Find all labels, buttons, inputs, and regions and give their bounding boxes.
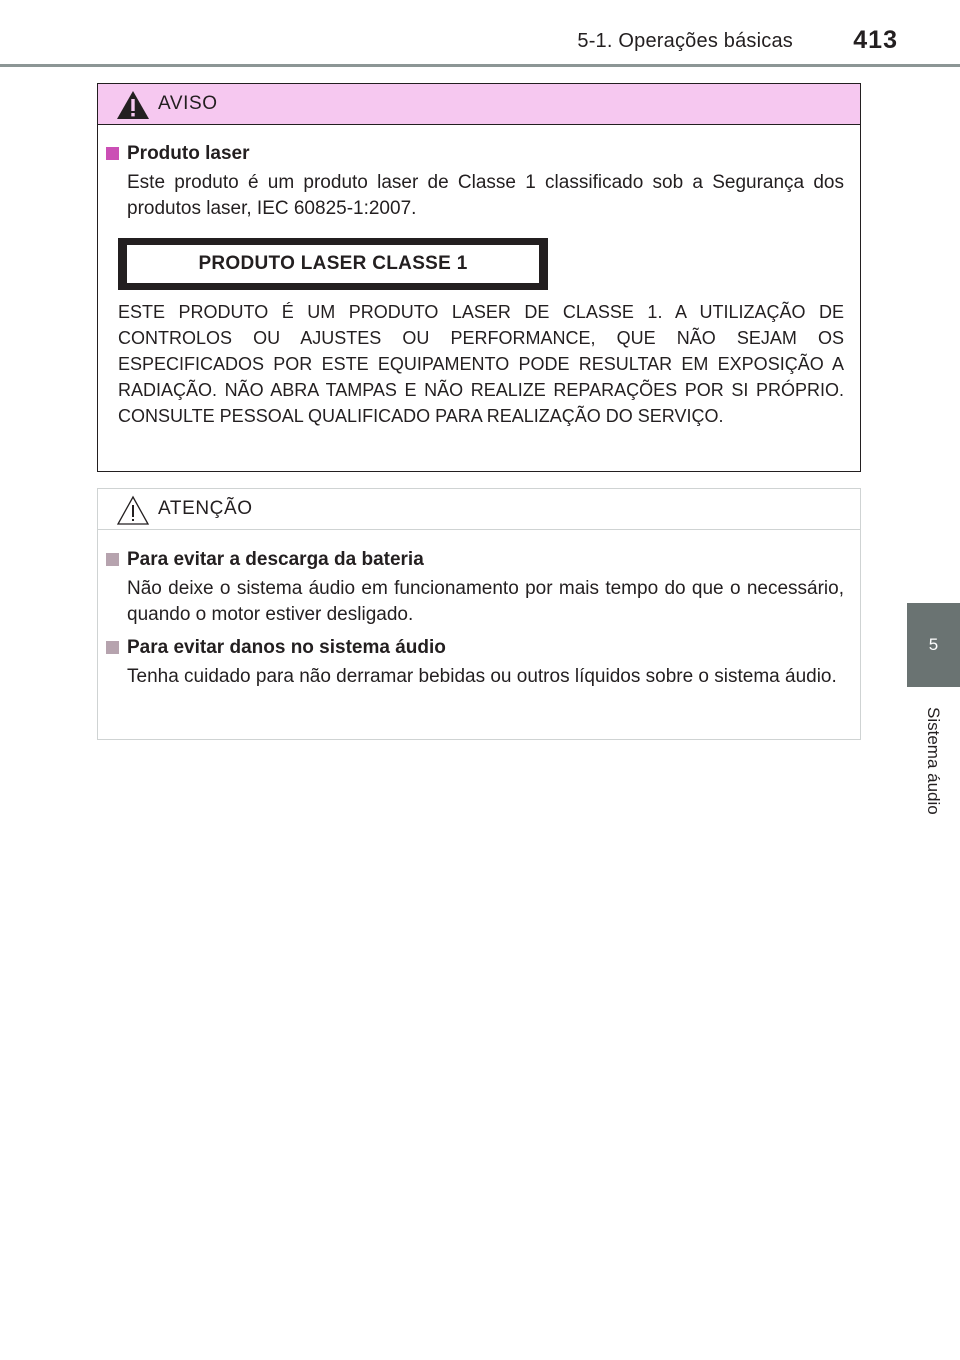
caution-triangle-icon (115, 494, 151, 526)
chapter-title: Sistema áudio (924, 706, 943, 815)
warning-label: AVISO (158, 93, 218, 114)
warning-triangle-icon (115, 89, 151, 121)
chapter-tab (907, 603, 960, 687)
item-title: Produto laser (106, 141, 844, 167)
item-text: Tenha cuidado para não derramar bebidas ou outros líquidos sobre o sistema áudio. (127, 666, 837, 687)
warning-box-body (98, 125, 860, 429)
chapter-number: 5 (928, 635, 939, 654)
chapter-label (916, 688, 950, 833)
caution-box-body (98, 530, 860, 690)
warning-box (97, 83, 861, 472)
caution-label: ATENÇÃO (158, 498, 253, 519)
laser-warning-text: ESTE PRODUTO É UM PRODUTO LASER DE CLASSE 1. A UTILIZAÇÃO DE CONTROLOS OU AJUSTES OU PERFORMANCE, QUE NÃO SEJAM OS ESPECIFICADOS POR ESTE EQUIPAMENTO PODE RESULTAR EM EXPOSIÇÃO A RADIAÇÃO. NÃO ABRA TAMPAS E NÃO REALIZE REPARAÇÕES POR SI PRÓPRIO. CONSULTE PESSOAL QUALIFICADO PARA REALIZAÇÃO DO SERVIÇO. (118, 302, 844, 426)
bullet-square-icon (106, 147, 119, 160)
header-divider (0, 64, 960, 67)
item-text: Este produto é um produto laser de Classe 1 classificado sob a Segurança dos produtos laser, IEC 60825-1:2007. (127, 172, 844, 219)
laser-class-label (118, 238, 548, 290)
caution-box-header (98, 489, 860, 530)
section-title: 5-1. Operações básicas (577, 30, 793, 52)
bullet-square-icon (106, 553, 119, 566)
caution-box (97, 488, 861, 740)
bullet-square-icon (106, 641, 119, 654)
item-title: Para evitar a descarga da bateria (106, 547, 844, 573)
warning-box-header (98, 84, 860, 125)
laser-class-label-text: PRODUTO LASER CLASSE 1 (127, 245, 539, 283)
item-title: Para evitar danos no sistema áudio (106, 635, 844, 661)
page-number: 413 (853, 26, 898, 54)
item-text: Não deixe o sistema áudio em funcionamento por mais tempo do que o necessário, quando o motor estiver desligado. (127, 578, 844, 625)
